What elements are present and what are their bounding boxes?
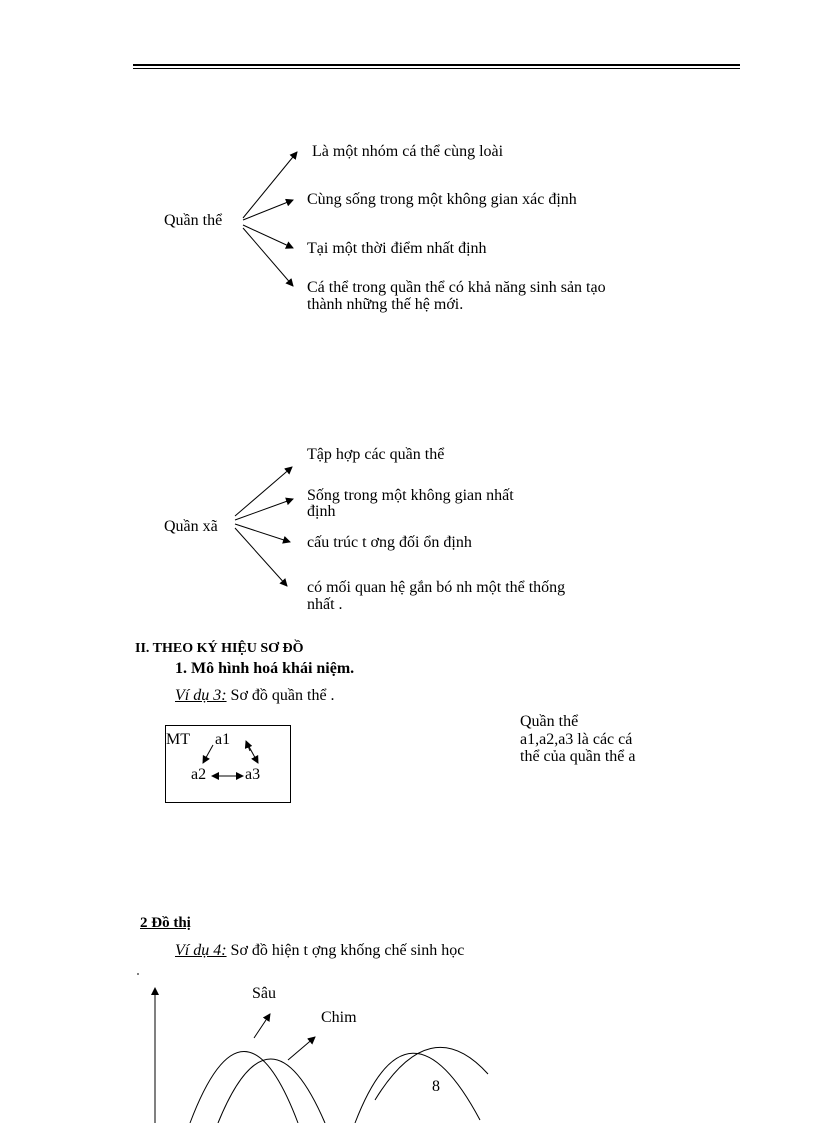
- diagram2-item-4: có mối quan hệ gắn bó nh một thể thống: [307, 579, 566, 596]
- diagram2-root: Quần xã: [164, 518, 218, 535]
- diagram1-item-4-cont: thành những thế hệ mới.: [307, 296, 464, 313]
- arrow-d2-1: [235, 467, 292, 516]
- model-note-3: thể của quần thể a: [520, 748, 636, 765]
- arrow-d2-4: [235, 528, 287, 586]
- example-4-line: [175, 942, 464, 960]
- diagram1-root: Quần thể: [164, 212, 223, 229]
- graph-label-sau: Sâu: [252, 985, 276, 1002]
- example-4-text: Sơ đồ hiện t ợng khống chế sinh học: [226, 942, 465, 959]
- pointer-sau: [254, 1014, 270, 1038]
- model-a2: a2: [191, 766, 207, 783]
- diagram2-item-1: Tập hợp các quần thể: [307, 446, 445, 463]
- diagram1-item-4: Cá thể trong quần thể có khả năng sinh sản tạo: [307, 279, 606, 296]
- diagram2-item-2: Sống trong một không gian nhất: [307, 487, 514, 504]
- example-3-line: [175, 687, 335, 705]
- page-number: 8: [432, 1078, 440, 1095]
- diagram1-item-2: Cùng sống trong một không gian xác định: [307, 191, 577, 208]
- model-note-2: a1,a2,a3 là các cá: [520, 731, 633, 748]
- diagram2-item-4-cont: nhất .: [307, 596, 343, 613]
- arrow-d1-2: [243, 200, 293, 220]
- arrow-d1-1: [243, 152, 297, 218]
- model-a3: a3: [245, 766, 261, 783]
- example-4-label: Ví dụ 4:: [175, 942, 227, 959]
- diagram2-item-3: cấu trúc t ơng đối ổn định: [307, 534, 472, 551]
- arrow-d2-2: [235, 499, 293, 520]
- subsection-2-title: 2 Đồ thị: [140, 915, 191, 931]
- diagram2-item-2-cont: định: [307, 503, 336, 520]
- model-mt: MT: [166, 731, 190, 748]
- diagram1-item-3: Tại một thời điểm nhất định: [307, 240, 487, 257]
- subsection-1-title: 1. Mô hình hoá khái niệm.: [175, 660, 355, 677]
- diagram1-item-1: Là một nhóm cá thể cùng loài: [312, 143, 504, 160]
- curve-chim-1: [218, 1059, 325, 1123]
- model-note-1: Quần thể: [520, 713, 579, 730]
- graph-label-chim: Chim: [321, 1009, 357, 1026]
- section-heading: II. THEO KÝ HIỆU SƠ ĐỒ: [135, 641, 304, 656]
- curve-sau-2: [355, 1053, 480, 1123]
- example-3-text: Sơ đồ quần thể .: [226, 687, 335, 704]
- example-3-label: Ví dụ 3:: [175, 687, 227, 704]
- arrow-d2-3: [235, 524, 290, 542]
- model-a1: a1: [215, 731, 231, 748]
- pointer-chim: [288, 1037, 315, 1060]
